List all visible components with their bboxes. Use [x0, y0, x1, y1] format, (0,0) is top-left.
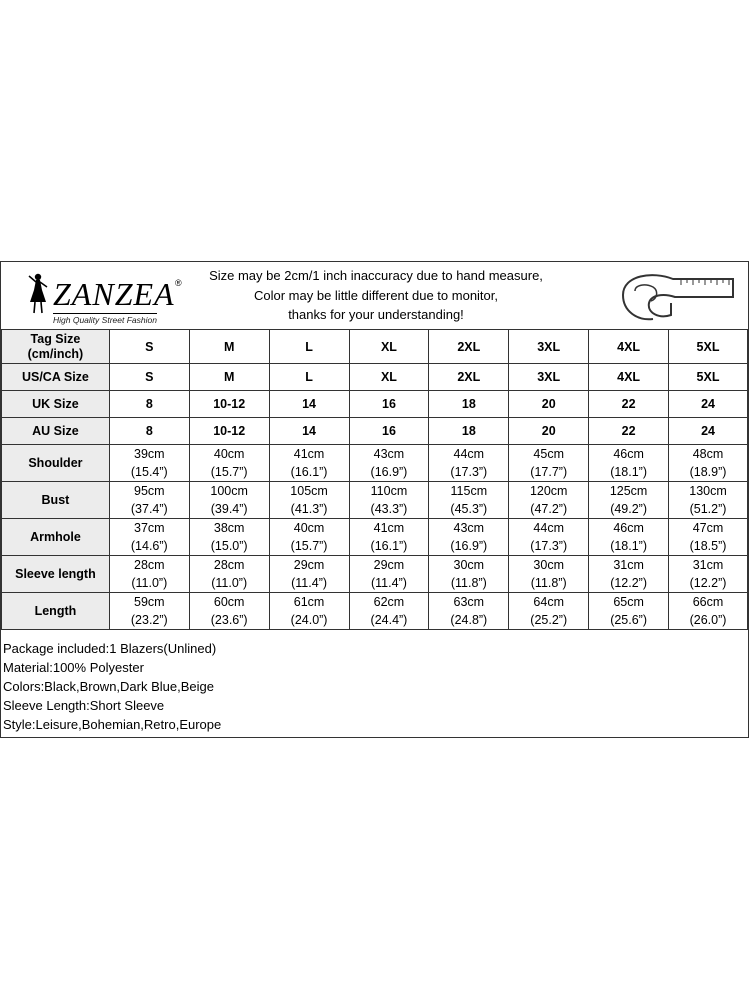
table-cell: 5XL: [669, 330, 748, 364]
row-label: [2, 330, 110, 364]
inch-value: (11.0”): [211, 576, 248, 590]
inch-value: (24.8”): [450, 613, 488, 627]
inch-value: (17.7”): [530, 465, 568, 479]
inch-value: (23.6”): [210, 613, 248, 627]
table-cell: [189, 593, 269, 630]
table-cell: [349, 482, 429, 519]
row-label: AU Size: [2, 418, 110, 445]
table-cell: [429, 519, 509, 556]
table-cell: [669, 556, 748, 593]
inch-value: (16.9”): [450, 539, 488, 553]
cm-value: 43cm: [453, 521, 485, 535]
cm-value: 44cm: [533, 521, 564, 535]
cm-value: 100cm: [210, 484, 248, 498]
row-label: Sleeve length: [2, 556, 110, 593]
table-cell: [509, 556, 589, 593]
table-cell: [349, 519, 429, 556]
info-line: Colors:Black,Brown,Dark Blue,Beige: [3, 679, 214, 694]
product-info: [3, 639, 221, 734]
table-cell: S: [109, 364, 189, 391]
table-cell: M: [189, 330, 269, 364]
table-cell: 4XL: [589, 330, 669, 364]
table-cell: 14: [269, 391, 349, 418]
inch-value: (37.4”): [130, 502, 168, 516]
table-cell: [189, 556, 269, 593]
table-cell: XL: [349, 330, 429, 364]
inch-value: (45.3”): [450, 502, 488, 516]
table-cell: XL: [349, 364, 429, 391]
inch-value: (11.4”): [291, 576, 328, 590]
row-label: US/CA Size: [2, 364, 110, 391]
table-cell: 14: [269, 418, 349, 445]
info-line: Sleeve Length:Short Sleeve: [3, 698, 165, 713]
table-cell: S: [109, 330, 189, 364]
cm-value: 30cm: [533, 558, 564, 572]
cm-value: 28cm: [134, 558, 165, 572]
table-cell: [669, 482, 748, 519]
info-line: Package included:1 Blazers(Unlined): [3, 641, 217, 656]
table-cell: [109, 519, 189, 556]
inch-value: (18.9”): [689, 465, 727, 479]
measuring-tape-icon: [613, 265, 743, 325]
cm-value: 30cm: [453, 558, 485, 572]
inch-value: (15.7”): [290, 539, 328, 553]
inch-value: (24.4”): [370, 613, 408, 627]
table-cell: [509, 593, 589, 630]
table-cell: [509, 482, 589, 519]
inch-value: (25.2”): [530, 613, 568, 627]
table-cell: [429, 556, 509, 593]
table-cell: L: [269, 364, 349, 391]
table-cell: 5XL: [669, 364, 748, 391]
table-cell: [109, 445, 189, 482]
table-cell: [509, 519, 589, 556]
cm-value: 28cm: [213, 558, 245, 572]
table-cell: 2XL: [429, 330, 509, 364]
cm-value: 48cm: [692, 447, 724, 461]
inch-value: (11.8”): [530, 576, 567, 590]
cm-value: 95cm: [134, 484, 165, 498]
inch-value: (15.7”): [210, 465, 248, 479]
table-cell: 10-12: [189, 418, 269, 445]
inch-value: (15.0”): [210, 539, 248, 553]
table-cell: 20: [509, 391, 589, 418]
cm-value: 29cm: [293, 558, 325, 572]
row-label: Length: [2, 593, 110, 630]
table-cell: [509, 445, 589, 482]
inch-value: (18.1”): [610, 539, 648, 553]
inch-value: (47.2”): [530, 502, 568, 516]
table-cell: [109, 593, 189, 630]
table-cell: [669, 445, 748, 482]
shoulder-row: [2, 445, 748, 482]
table-cell: [429, 445, 509, 482]
cm-value: 59cm: [134, 595, 165, 609]
table-cell: 3XL: [509, 330, 589, 364]
info-line: Material:100% Polyester: [3, 660, 144, 675]
armhole-row: [2, 519, 748, 556]
cm-value: 65cm: [613, 595, 644, 609]
table-cell: 22: [589, 418, 669, 445]
tag-size-row: [2, 330, 748, 364]
cm-value: 44cm: [453, 447, 485, 461]
table-cell: [269, 445, 349, 482]
table-cell: 20: [509, 418, 589, 445]
inch-value: (23.2”): [130, 613, 168, 627]
inch-value: (12.2”): [610, 576, 648, 590]
table-cell: [269, 482, 349, 519]
notice-line: Color may be little different due to monitor,: [254, 287, 498, 303]
inch-value: (17.3”): [530, 539, 568, 553]
table-cell: [269, 519, 349, 556]
cm-value: 64cm: [533, 595, 564, 609]
inch-value: (18.1”): [610, 465, 648, 479]
table-cell: 24: [669, 418, 748, 445]
cm-value: 41cm: [293, 447, 325, 461]
brand-logo: [9, 268, 189, 326]
cm-value: 40cm: [293, 521, 325, 535]
inch-value: (43.3”): [370, 502, 408, 516]
chart-header: [1, 262, 748, 329]
info-line: Style:Leisure,Bohemian,Retro,Europe: [3, 717, 222, 732]
cm-value: 31cm: [692, 558, 724, 572]
table-cell: [669, 519, 748, 556]
cm-value: 46cm: [613, 447, 644, 461]
cm-value: 61cm: [293, 595, 325, 609]
table-cell: M: [189, 364, 269, 391]
notice-line: thanks for your understanding!: [288, 307, 464, 322]
table-cell: L: [269, 330, 349, 364]
table-cell: [589, 519, 669, 556]
inch-value: (16.1”): [290, 465, 328, 479]
cm-value: 110cm: [370, 484, 408, 498]
inch-value: (24.0”): [290, 613, 328, 627]
table-cell: [349, 593, 429, 630]
cm-value: 45cm: [533, 447, 564, 461]
table-cell: 8: [109, 418, 189, 445]
table-cell: [189, 445, 269, 482]
table-cell: 24: [669, 391, 748, 418]
cm-value: 29cm: [373, 558, 405, 572]
inch-value: (15.4”): [130, 465, 168, 479]
table-cell: [109, 556, 189, 593]
inch-value: (16.1”): [370, 539, 408, 553]
row-label-line: Tag Size: [30, 331, 81, 346]
cm-value: 105cm: [290, 484, 328, 498]
measurement-notice: [196, 266, 556, 325]
us-size-row: [2, 364, 748, 391]
inch-value: (39.4”): [210, 502, 248, 516]
row-label: Shoulder: [2, 445, 110, 482]
inch-value: (16.9”): [370, 465, 408, 479]
table-cell: 2XL: [429, 364, 509, 391]
cm-value: 125cm: [609, 484, 648, 498]
row-label-line: (cm/inch): [27, 346, 84, 361]
table-cell: [109, 482, 189, 519]
brand-name: ZANZEA: [53, 276, 175, 312]
inch-value: (41.3”): [290, 502, 328, 516]
sleeve-length-row: [2, 556, 748, 593]
cm-value: 66cm: [692, 595, 724, 609]
row-label: Bust: [2, 482, 110, 519]
table-cell: [589, 445, 669, 482]
inch-value: (51.2”): [689, 502, 727, 516]
cm-value: 115cm: [450, 484, 488, 498]
registered-mark: ®: [175, 278, 182, 288]
cm-value: 130cm: [689, 484, 727, 498]
inch-value: (12.2”): [689, 576, 727, 590]
row-label: UK Size: [2, 391, 110, 418]
row-label: Armhole: [2, 519, 110, 556]
cm-value: 62cm: [373, 595, 405, 609]
inch-value: (49.2”): [610, 502, 648, 516]
woman-silhouette-icon: [25, 272, 51, 314]
table-cell: [269, 556, 349, 593]
table-cell: 18: [429, 418, 509, 445]
cm-value: 60cm: [213, 595, 245, 609]
inch-value: (14.6”): [130, 539, 168, 553]
cm-value: 31cm: [613, 558, 644, 572]
cm-value: 40cm: [213, 447, 245, 461]
uk-size-row: [2, 391, 748, 418]
inch-value: (25.6”): [610, 613, 648, 627]
table-cell: [269, 593, 349, 630]
inch-value: (18.5”): [689, 539, 727, 553]
table-cell: 10-12: [189, 391, 269, 418]
cm-value: 63cm: [453, 595, 485, 609]
brand-tagline: High Quality Street Fashion: [53, 315, 157, 325]
table-cell: [589, 482, 669, 519]
table-cell: 3XL: [509, 364, 589, 391]
table-cell: 4XL: [589, 364, 669, 391]
size-table: [1, 329, 748, 630]
bust-row: [2, 482, 748, 519]
inch-value: (11.0”): [131, 576, 168, 590]
table-cell: [589, 556, 669, 593]
table-cell: [349, 445, 429, 482]
notice-line: Size may be 2cm/1 inch inaccuracy due to hand measure,: [209, 268, 543, 283]
cm-value: 47cm: [692, 521, 724, 535]
inch-value: (11.4”): [371, 576, 407, 590]
inch-value: (26.0”): [689, 613, 727, 627]
inch-value: (11.8”): [450, 576, 487, 590]
table-cell: [189, 519, 269, 556]
cm-value: 120cm: [529, 484, 568, 498]
table-cell: 8: [109, 391, 189, 418]
size-chart: [0, 261, 749, 738]
table-cell: 16: [349, 418, 429, 445]
table-cell: 22: [589, 391, 669, 418]
length-row: [2, 593, 748, 630]
cm-value: 46cm: [613, 521, 644, 535]
cm-value: 43cm: [373, 447, 405, 461]
cm-value: 41cm: [373, 521, 405, 535]
table-cell: [669, 593, 748, 630]
cm-value: 37cm: [134, 521, 165, 535]
table-cell: 16: [349, 391, 429, 418]
table-cell: [589, 593, 669, 630]
cm-value: 38cm: [213, 521, 245, 535]
table-cell: [429, 482, 509, 519]
table-cell: [429, 593, 509, 630]
table-cell: [349, 556, 429, 593]
table-cell: 18: [429, 391, 509, 418]
table-cell: [189, 482, 269, 519]
inch-value: (17.3”): [450, 465, 488, 479]
cm-value: 39cm: [134, 447, 165, 461]
au-size-row: [2, 418, 748, 445]
